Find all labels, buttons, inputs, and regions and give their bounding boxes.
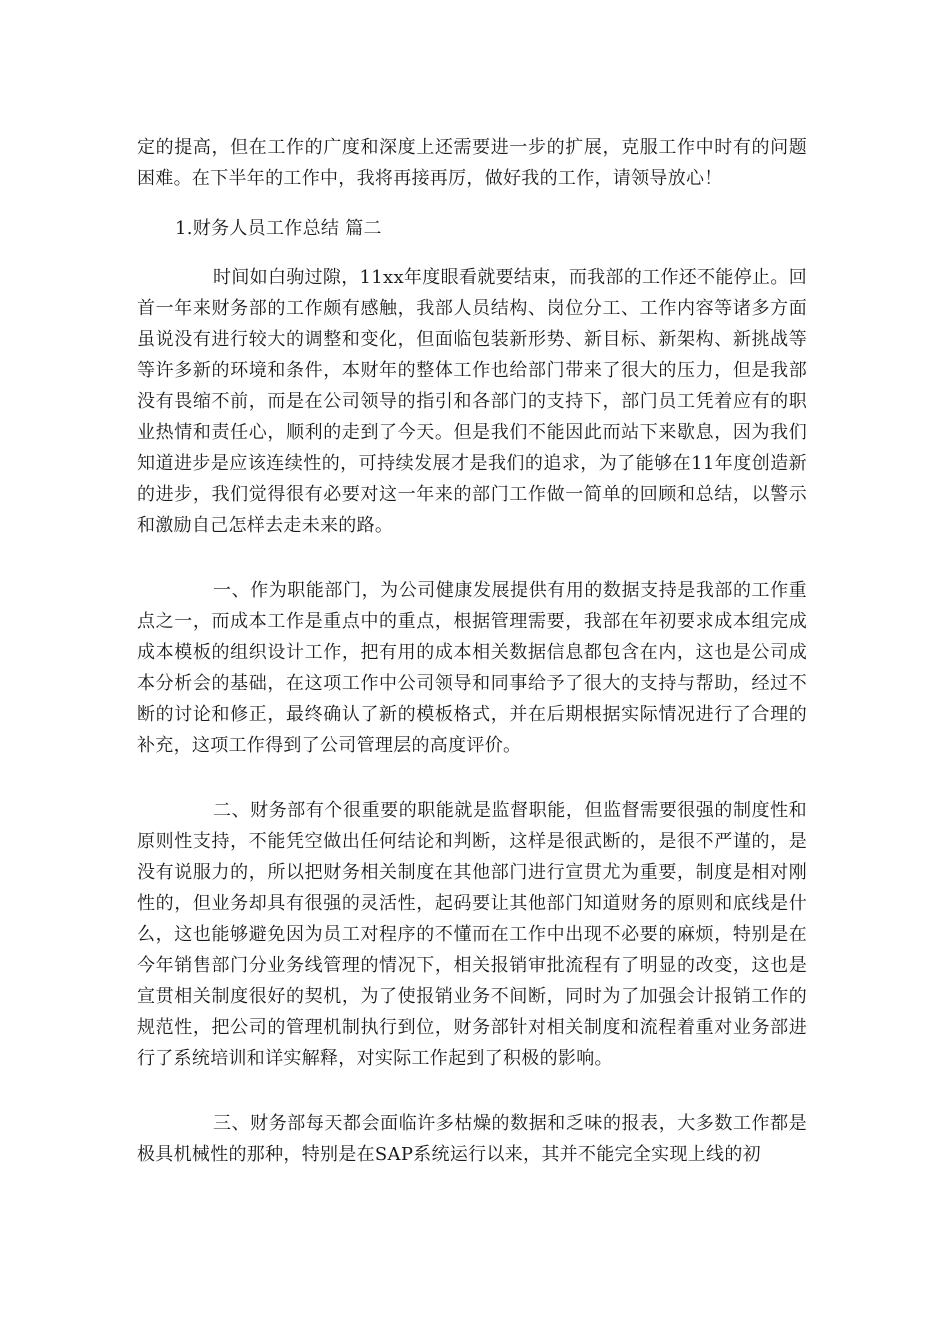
document-body [137, 132, 807, 1170]
continuation-paragraph: 定的提高，但在工作的广度和深度上还需要进一步的扩展，克服工作中时有的问题困难。在下半年的工作中，我将再接再厉，做好我的工作，请领导放心！ [137, 137, 807, 189]
point-1-paragraph: 一、作为职能部门，为公司健康发展提供有用的数据支持是我部的工作重点之一，而成本工作是重点中的重点，根据管理需要，我部在年初要求成本组完成成本模板的组织设计工作，把有用的成本相关数据信息都包含在内，这也是公司成本分析会的基础，在这项工作中公司领导和同事给予了很大的支持与帮助，经过不断的讨论和修正，最终确认了新的模板格式，并在后期根据实际情况进行了合理的补充，这项工作得到了公司管理层的高度评价。 [137, 580, 807, 756]
point-2-paragraph: 二、财务部有个很重要的职能就是监督职能，但监督需要很强的制度性和原则性支持，不能凭空做出任何结论和判断，这样是很武断的，是很不严谨的，是没有说服力的，所以把财务相关制度在其他部门进行宣贯尤为重要，制度是相对刚性的，但业务却具有很强的灵活性，起码要让其他部门知道财务的原则和底线是什么，这也能够避免因为员工对程序的不懂而在工作中出现不必要的麻烦，特别是在今年销售部门分业务线管理的情况下，相关报销审批流程有了明显的改变，这也是宣贯相关制度很好的契机，为了使报销业务不间断，同时为了加强会计报销工作的规范性，把公司的管理机制执行到位，财务部针对相关制度和流程着重对业务部进行了系统培训和详实解释，对实际工作起到了积极的影响。 [137, 800, 807, 1069]
point-3-paragraph: 三、财务部每天都会面临许多枯燥的数据和乏味的报表，大多数工作都是极具机械性的那种，特别是在SAP系统运行以来，其并不能完全实现上线的初 [137, 1113, 807, 1165]
intro-paragraph: 时间如白驹过隙，11xx年度眼看就要结束，而我部的工作还不能停止。回首一年来财务部的工作颇有感触，我部人员结构、岗位分工、工作内容等诸多方面虽说没有进行较大的调整和变化，但面临包装新形势、新目标、新架构、新挑战等等许多新的环境和条件，本财年的整体工作也给部门带来了很大的压力，但是我部没有畏缩不前，而是在公司领导的指引和各部门的支持下，部门员工凭着应有的职业热情和责任心，顺利的走到了今天。但是我们不能因此而站下来歇息，因为我们知道进步是应该连续性的，可持续发展才是我们的追求，为了能够在11年度创造新的进步，我们觉得很有必要对这一年来的部门工作做一简单的回顾和总结，以警示和激励自己怎样去走未来的路。 [137, 267, 807, 536]
section-heading: 1.财务人员工作总结 篇二 [175, 218, 382, 239]
